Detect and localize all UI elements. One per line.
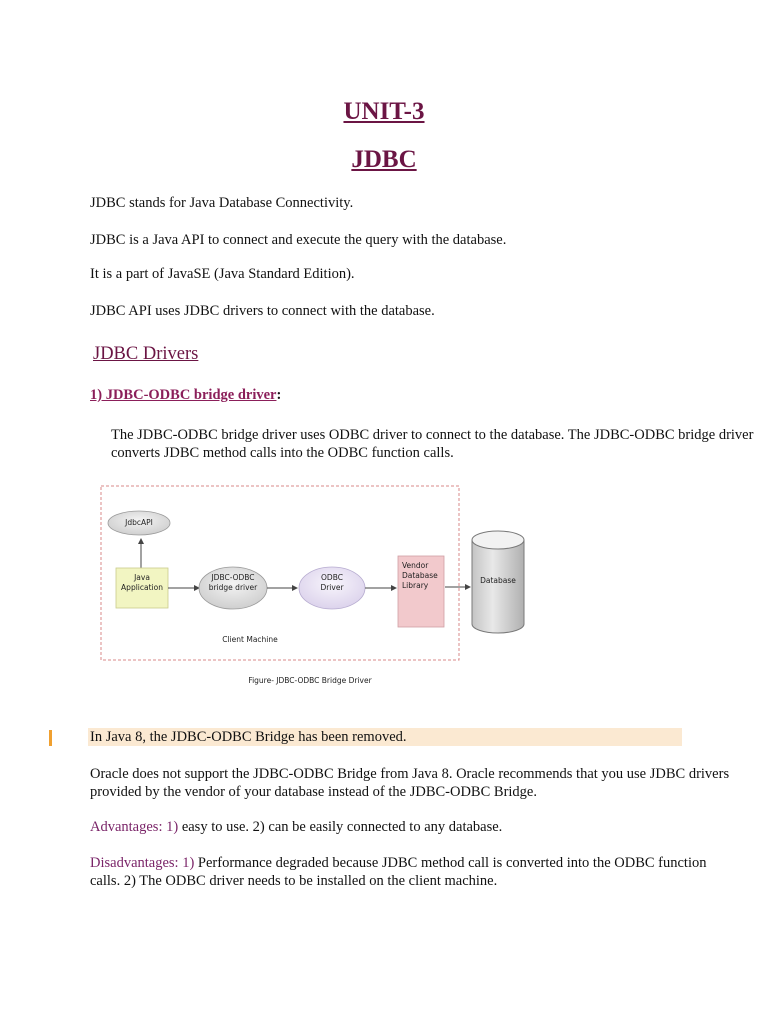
highlight-marker — [49, 730, 52, 746]
advantages-text: easy to use. 2) can be easily connected to any database. — [178, 819, 503, 835]
vendor-label-line: Library — [402, 581, 429, 590]
bridge-label — [199, 573, 267, 593]
intro-paragraph: JDBC stands for Java Database Connectivity. — [90, 195, 354, 211]
advantages-label: Advantages: 1) — [90, 819, 179, 835]
disadvantages-paragraph — [90, 854, 730, 890]
subsection-heading — [90, 387, 281, 404]
odbc-label-line: Driver — [320, 583, 344, 592]
highlighted-note: In Java 8, the JDBC-ODBC Bridge has been removed. — [88, 728, 682, 746]
client-machine-label: Client Machine — [222, 635, 278, 644]
page-title: JDBC — [351, 146, 417, 173]
database-label: Database — [480, 576, 516, 585]
bridge-label-line: JDBC-ODBC — [211, 573, 255, 582]
intro-paragraph: JDBC is a Java API to connect and execute the query with the database. — [90, 232, 507, 248]
odbc-label — [299, 573, 365, 593]
java-app-label — [116, 573, 168, 593]
bridge-label-line: bridge driver — [208, 583, 258, 592]
advantages-paragraph — [90, 819, 502, 836]
disadvantages-label: Disadvantages: 1) — [90, 855, 195, 871]
architecture-diagram — [100, 485, 460, 661]
figure-caption: Figure- JDBC-ODBC Bridge Driver — [248, 676, 372, 685]
unit-title: UNIT-3 — [343, 98, 425, 125]
odbc-label-line: ODBC — [321, 573, 343, 582]
vendor-label — [398, 561, 444, 591]
driver-description: The JDBC-ODBC bridge driver uses ODBC driver to connect to the database. The JDBC-ODBC bridge driver converts JDBC method calls into the ODBC function calls. — [111, 427, 754, 461]
arrow-to-database — [444, 582, 474, 592]
intro-paragraph: JDBC API uses JDBC drivers to connect with the database. — [90, 303, 435, 319]
section-heading: JDBC Drivers — [93, 344, 199, 364]
disadvantages-text: Performance degraded because JDBC method call is converted into the ODBC function calls. 2) The ODBC driver needs to be installed on the client machine. — [90, 855, 707, 889]
vendor-label-line: Vendor — [402, 561, 429, 570]
java-app-label-line: Application — [121, 583, 163, 592]
vendor-label-line: Database — [402, 571, 438, 580]
oracle-paragraph: Oracle does not support the JDBC-ODBC Bridge from Java 8. Oracle recommends that you use JDBC drivers provided by the vendor of your database instead of the JDBC-ODBC Bridge. — [90, 766, 730, 800]
java-app-label-line: Java — [134, 573, 150, 582]
jdbc-api-label: JdbcAPI — [125, 518, 153, 527]
subsection-heading-text: 1) JDBC-ODBC bridge driver — [90, 387, 277, 403]
intro-paragraph: It is a part of JavaSE (Java Standard Edition). — [90, 266, 355, 282]
subsection-heading-colon: : — [276, 387, 282, 403]
